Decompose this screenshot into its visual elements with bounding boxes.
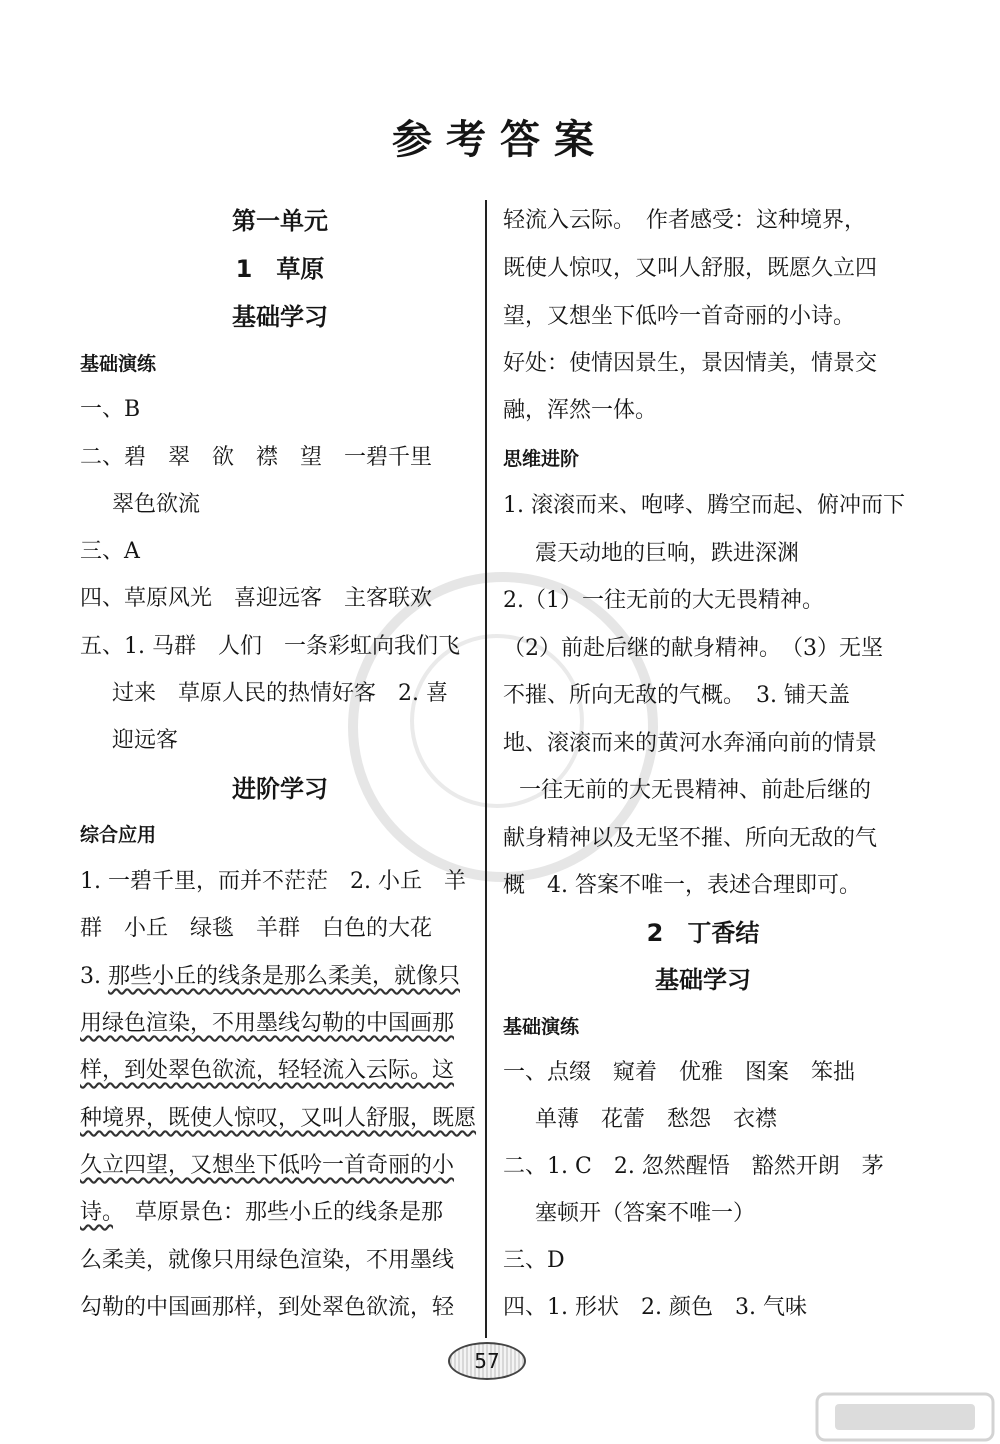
answer-line: 轻流入云际。 作者感受：这种境界， [503,208,867,233]
answer-line: 融，浑然一体。 [503,398,658,423]
answer-line: 望，又想坐下低吟一首奇丽的小诗。 [503,304,856,329]
subsection-heading: 综合应用 [80,824,157,846]
unit-heading: 第一单元 [232,207,328,235]
answer-line: 献身精神以及无坚不摧、所向无敌的气 [503,826,878,851]
answer-line: 翠色欲流 [112,492,201,517]
answer-line: 1. 滚滚而来、咆哮、腾空而起、俯冲而下 [503,493,905,518]
underlined-text: 样，到处翠色欲流，轻轻流入云际。这 [80,1058,455,1083]
answer-line: 迎远客 [112,728,179,753]
underlined-text: 诗。 [80,1200,114,1225]
answer-line: 概 4. 答案不唯一，表述合理即可。 [503,873,861,898]
subsection-heading: 基础演练 [503,1016,580,1038]
answer-line: 1. 一碧千里，而并不茫茫 2. 小丘 羊 [80,869,466,894]
answer-line: 勾勒的中国画那样，到处翠色欲流，轻 [80,1295,455,1320]
answer-line: 二、1. C 2. 忽然醒悟 豁然开朗 茅 [503,1154,884,1179]
underlined-text: 久立四望，又想坐下低吟一首奇丽的小 [80,1153,455,1178]
answer-line: 2.（1）一往无前的大无畏精神。 [503,588,824,613]
answer-line: 五、1. 马群 人们 一条彩虹向我们飞 [80,634,460,659]
answer-line: 一、点缀 窥着 优雅 图案 笨拙 [503,1060,856,1085]
answer-line: 单薄 花蕾 愁怨 衣襟 [535,1107,778,1132]
answer-line: 二、碧 翠 欲 襟 望 一碧千里 [80,445,433,470]
subsection-heading: 基础演练 [80,353,157,375]
answer-text: 草原景色：那些小丘的线条是那 [113,1200,444,1225]
answer-line: 既使人惊叹，又叫人舒服，既愿久立四 [503,256,878,281]
answer-line: 四、1. 形状 2. 颜色 3. 气味 [503,1295,807,1320]
watermark-logo [815,1392,995,1442]
answer-number: 3. [80,964,108,989]
answer-line [80,962,480,992]
answer-line [80,1056,480,1086]
answer-line: 过来 草原人民的热情好客 2. 喜 [112,681,448,706]
answer-line: 么柔美，就像只用绿色渲染，不用墨线 [80,1248,455,1273]
column-divider [485,200,487,1338]
answer-line: 一、B [80,397,141,422]
answer-line: 三、D [503,1248,565,1273]
answer-line [80,1009,480,1039]
underlined-text: 用绿色渲染，不用墨线勾勒的中国画那 [80,1011,455,1036]
section-heading: 基础学习 [655,966,751,994]
subsection-heading: 思维进阶 [503,448,580,470]
answer-line: 好处：使情因景生，景因情美，情景交 [503,351,878,376]
answer-line: 三、A [80,539,140,564]
page-title: 参考答案 [392,117,608,163]
answer-line: 群 小丘 绿毯 羊群 白色的大花 [80,916,433,941]
answer-line [80,1104,480,1134]
answer-line: （2）前赴后继的献身精神。 （3）无坚 [503,636,883,661]
lesson-heading: 1 草原 [235,255,325,283]
underlined-text: 那些小丘的线条是那么柔美，就像只 [107,964,460,989]
answer-line: 塞顿开（答案不唯一） [535,1201,756,1226]
underlined-text: 种境界，既使人惊叹，又叫人舒服，既愿 [80,1106,477,1131]
lesson-heading: 2 丁香结 [646,919,760,947]
answer-line [80,1198,480,1228]
answer-line: 四、草原风光 喜迎远客 主客联欢 [80,586,433,611]
section-heading: 进阶学习 [232,775,328,803]
answer-line: 不摧、所向无敌的气概。 3. 铺天盖 [503,683,850,708]
answer-line: 一往无前的大无畏精神、前赴后继的 [519,778,872,803]
page-number: 57 [448,1342,526,1380]
answer-line [80,1151,480,1181]
answer-line: 地、滚滚而来的黄河水奔涌向前的情景 [503,731,878,756]
section-heading: 基础学习 [232,303,328,331]
answer-line: 震天动地的巨响，跌进深渊 [535,541,800,566]
